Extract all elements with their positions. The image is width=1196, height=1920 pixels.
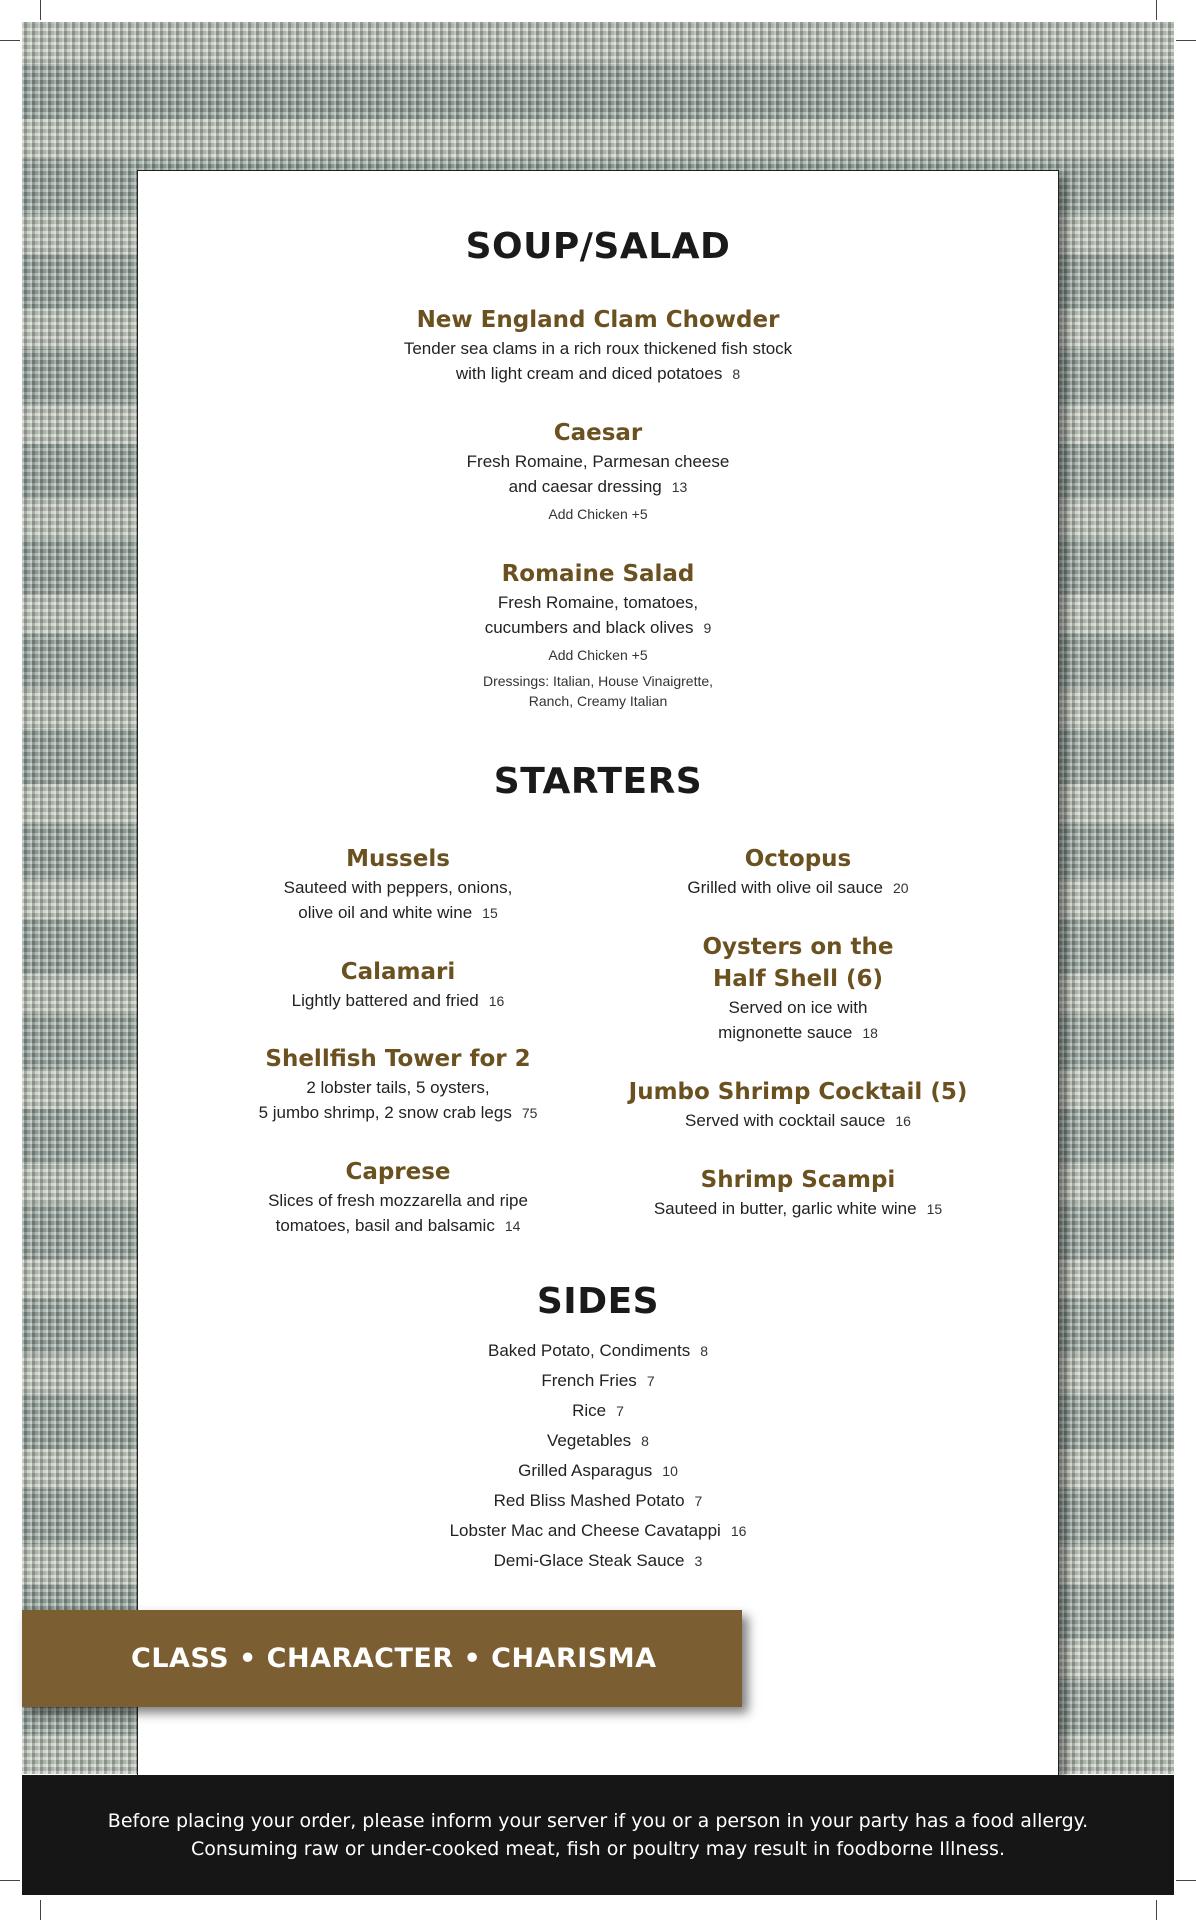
item-name: Half Shell (6) — [712, 966, 883, 992]
item-description: olive oil and white wine — [298, 903, 473, 922]
allergy-footer — [22, 1775, 1174, 1895]
item-addon: Add Chicken +5 — [548, 647, 648, 663]
item-description: 5 jumbo shrimp, 2 snow crab legs — [258, 1103, 512, 1122]
footer-line: Before placing your order, please inform your server if you or a person in your party has a food allergy. — [107, 1810, 1089, 1832]
menu-item — [138, 304, 1058, 387]
item-description: and caesar dressing — [508, 477, 662, 496]
crop-mark — [1156, 1900, 1157, 1920]
menu-item — [238, 843, 558, 926]
item-description: Lightly battered and fried — [291, 991, 479, 1010]
item-name: Caesar — [553, 420, 643, 446]
item-price: 14 — [504, 1218, 521, 1234]
crop-mark — [0, 1880, 20, 1881]
item-price: 13 — [671, 479, 688, 495]
item-name: New England Clam Chowder — [416, 307, 780, 333]
item-description: Fresh Romaine, tomatoes, — [497, 593, 699, 612]
section-title-soup-salad: SOUP/SALAD — [465, 226, 731, 267]
crop-mark — [0, 40, 20, 41]
item-name: Jumbo Shrimp Cocktail (5) — [628, 1079, 968, 1105]
menu-item — [638, 931, 958, 1046]
crop-mark — [1176, 40, 1196, 41]
menu-item — [238, 956, 558, 1014]
item-price: 75 — [521, 1105, 538, 1121]
item-description: Slices of fresh mozzarella and ripe — [268, 1191, 528, 1210]
item-name: Shrimp Scampi — [700, 1167, 896, 1193]
list-item: Baked Potato, Condiments 8 — [487, 1341, 709, 1360]
dressings-note: Dressings: Italian, House Vinaigrette, — [482, 673, 714, 689]
item-description: Grilled with olive oil sauce — [687, 878, 883, 897]
item-description: Served on ice with — [728, 998, 868, 1017]
item-price: 15 — [926, 1201, 943, 1217]
item-addon: Add Chicken +5 — [548, 506, 648, 522]
item-name: Oysters on the — [702, 934, 894, 960]
list-item: Red Bliss Mashed Potato 7 — [493, 1491, 703, 1510]
item-price: 15 — [482, 905, 498, 921]
item-price: 16 — [895, 1113, 911, 1129]
menu-item — [138, 558, 1058, 711]
tagline-text: CLASS • CHARACTER • CHARISMA — [131, 1643, 657, 1674]
menu-item — [238, 1043, 558, 1126]
item-description: 2 lobster tails, 5 oysters, — [306, 1078, 490, 1097]
item-price: 20 — [893, 880, 909, 896]
list-item: Grilled Asparagus 10 — [518, 1461, 678, 1480]
item-name: Romaine Salad — [501, 561, 695, 587]
item-price: 18 — [862, 1025, 878, 1041]
item-description: Sauteed with peppers, onions, — [283, 878, 513, 897]
menu-item — [138, 417, 1058, 524]
item-name: Caprese — [345, 1159, 451, 1185]
item-description: Sauteed in butter, garlic white wine — [653, 1199, 917, 1218]
menu-item — [603, 1076, 993, 1134]
list-item: Rice 7 — [572, 1401, 624, 1420]
list-item: Demi-Glace Steak Sauce 3 — [493, 1551, 703, 1570]
item-name: Octopus — [744, 846, 852, 872]
item-description: cucumbers and black olives — [484, 618, 694, 637]
section-title-sides: SIDES — [536, 1281, 660, 1322]
sides-list — [138, 1336, 1058, 1576]
item-name: Mussels — [346, 846, 450, 872]
list-item: French Fries 7 — [541, 1371, 655, 1390]
item-price: 16 — [488, 993, 505, 1009]
item-description: tomatoes, basil and balsamic — [275, 1216, 495, 1235]
item-description: Tender sea clams in a rich roux thickened fish stock — [403, 339, 793, 358]
menu-item — [638, 843, 958, 901]
menu-item — [638, 1164, 958, 1222]
tagline-banner — [22, 1610, 742, 1707]
footer-line: Consuming raw or under-cooked meat, fish or poultry may result in foodborne Illness. — [190, 1838, 1005, 1860]
item-price: 8 — [732, 366, 741, 382]
menu-panel — [137, 170, 1059, 1782]
dressings-note: Ranch, Creamy Italian — [528, 693, 668, 709]
item-description: Served with cocktail sauce — [685, 1111, 886, 1130]
item-price: 9 — [703, 620, 712, 636]
crop-mark — [1156, 0, 1157, 20]
list-item: Vegetables 8 — [547, 1431, 649, 1450]
item-description: Fresh Romaine, Parmesan cheese — [466, 452, 730, 471]
crop-mark — [40, 0, 41, 20]
list-item: Lobster Mac and Cheese Cavatappi 16 — [449, 1521, 747, 1540]
item-name: Calamari — [340, 959, 456, 985]
crop-mark — [1176, 1880, 1196, 1881]
item-description: mignonette sauce — [718, 1023, 853, 1042]
section-title-starters: STARTERS — [493, 761, 703, 802]
crop-mark — [40, 1900, 41, 1920]
item-description: with light cream and diced potatoes — [455, 364, 723, 383]
item-name: Shellfish Tower for 2 — [265, 1046, 531, 1072]
menu-item — [238, 1156, 558, 1239]
